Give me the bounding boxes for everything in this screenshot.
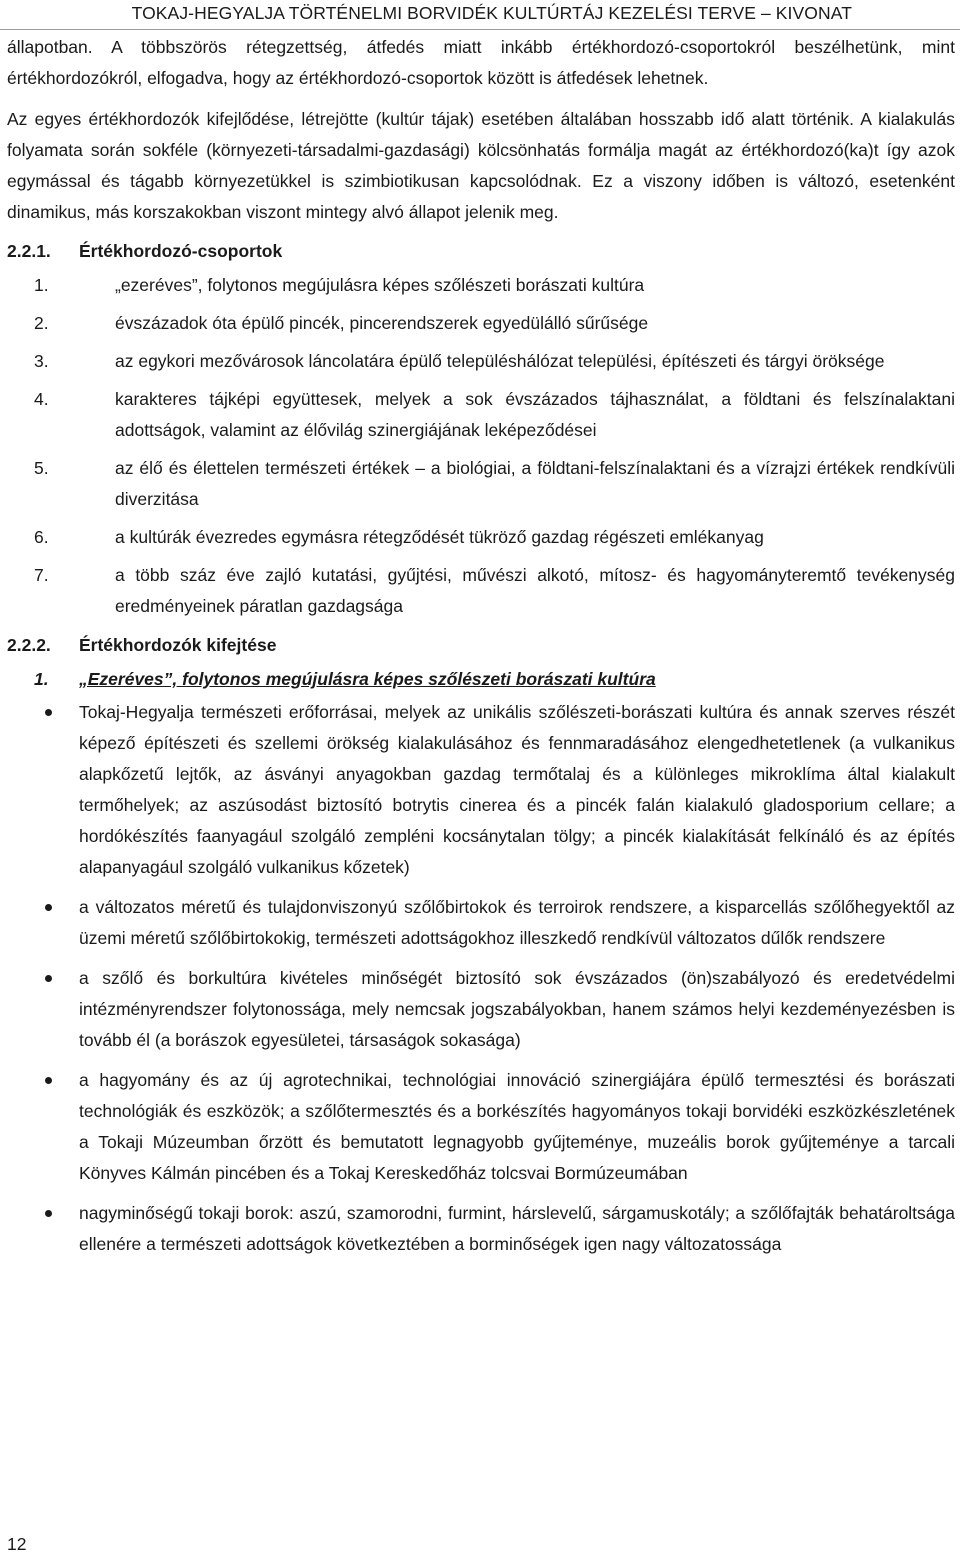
list-item: [7, 522, 955, 553]
section-number: 2.2.1.: [7, 241, 51, 261]
bullet-text: a hagyomány és az új agrotechnikai, technológiai innováció szinergiájára épülő termesztési és borászati technológiák és eszközök; a szőlőtermesztés és a borkészítés hagyományos tokaji borvidéki eszközkészletének a Tokaji Múzeumban őrzött és bemutatott legnagyobb gyűjteménye, muzeális borok gyűjteménye a tarcali Könyves Kálmán pincében és a Tokaj Kereskedőház tolcsvai Bormúzeumában: [79, 1070, 955, 1183]
list-item: [7, 560, 955, 622]
list-item-text: évszázadok óta épülő pincék, pincerendszerek egyedülálló sűrűsége: [115, 313, 649, 333]
list-item-text: a kultúrák évezredes egymásra rétegződését tükröző gazdag régészeti emlékanyag: [115, 527, 764, 547]
list-item-number: 5.: [34, 458, 49, 478]
list-item-text: a több száz éve zajló kutatási, gyűjtési, művészi alkotó, mítosz- és hagyományteremtő tevékenység eredményeinek páratlan gazdagsága: [115, 565, 955, 616]
subheading-text: „Ezeréves”, folytonos megújulásra képes szőlészeti borászati kultúra: [79, 669, 656, 689]
list-item-number: 2.: [34, 313, 49, 333]
intro-paragraph-1: állapotban. A többszörös rétegzettség, átfedés miatt inkább értékhordozó-csoportokról beszélhetünk, mint értékhordozókról, elfogadva, hogy az értékhordozó-csoportok között is átfedések lehetnek.: [7, 37, 955, 88]
list-item-number: 6.: [34, 527, 49, 547]
bullet-text: a szőlő és borkultúra kivételes minőségét biztosító sok évszázados (ön)szabályozó és eredetvédelmi intézményrendszer folytonossága, mely nemcsak jogszabályokban, hanem számos helyi kezdeményezésben is tovább él (a borászok egyesületei, társaságok sokasága): [79, 968, 955, 1050]
bullet-item: [7, 1198, 955, 1260]
subheading: [7, 664, 955, 695]
bullet-icon: [45, 1210, 52, 1217]
header-rule: [0, 29, 960, 30]
section-heading-2-2-2: [7, 630, 955, 661]
list-item: [7, 308, 955, 339]
value-group-list: [7, 270, 955, 622]
section-title: Értékhordozó-csoportok: [79, 241, 283, 261]
bullet-list: [7, 697, 955, 1260]
list-item: [7, 270, 955, 301]
list-item-number: 4.: [34, 389, 49, 409]
bullet-icon: [45, 709, 52, 716]
list-item-number: 3.: [34, 351, 49, 371]
bullet-item: [7, 963, 955, 1056]
bullet-text: a változatos méretű és tulajdonviszonyú szőlőbirtokok és terroirok rendszere, a kisparcellás szőlőhegyektől az üzemi méretű szőlőbirtokokig, természeti adottságokhoz illeszkedő rendkívül változatos dűlők rendszere: [79, 897, 955, 948]
list-item-text: az élő és élettelen természeti értékek – a biológiai, a földtani-felszínalaktani és a vízrajzi értékek rendkívüli diverzitása: [115, 458, 955, 509]
intro-paragraph-2: Az egyes értékhordozók kifejlődése, létrejötte (kultúr tájak) esetében általában hosszabb idő alatt történik. A kialakulás folyamata során sokféle (környezeti-társadalmi-gazdasági) kölcsönhatás formálja magát az értékhordozó(ka)t így azok egymással és tágabb környezetükkel is szimbiotikusan kapcsolódnak. Ez a viszony időben is változó, esetenként dinamikus, más korszakokban viszont mintegy alvó állapot jelenik meg.: [7, 109, 955, 222]
list-item-number: 7.: [34, 565, 49, 585]
subheading-number: 1.: [34, 669, 49, 689]
section-number: 2.2.2.: [7, 635, 51, 655]
bullet-text: Tokaj-Hegyalja természeti erőforrásai, melyek az unikális szőlészeti-borászati kultúra és annak szerves részét képező építészeti és szellemi örökség kialakulásához és fennmaradásához elengedhetetlenek (a vulkanikus alapkőzetű lejtők, az ásványi anyagokban gazdag termőtalaj és a különleges mikroklíma által kialakult termőhelyek; az aszúsodást biztosító botrytis cinerea és a pincék falán kialakuló gladosporium cellare; a hordókészítés faanyagául szolgáló zempléni kocsánytalan tölgy; a pincék kialakítását felkínáló és az építés alapanyagául szolgáló vulkanikus kőzetek): [79, 702, 955, 877]
section-title: Értékhordozók kifejtése: [79, 635, 277, 655]
bullet-icon: [45, 1077, 52, 1084]
section-heading-2-2-1: [7, 236, 955, 267]
running-header: TOKAJ-HEGYALJA TÖRTÉNELMI BORVIDÉK KULTÚRTÁJ KEZELÉSI TERVE – KIVONAT: [131, 3, 852, 23]
bullet-icon: [45, 904, 52, 911]
bullet-item: [7, 697, 955, 883]
bullet-icon: [45, 975, 52, 982]
list-item-text: „ezeréves”, folytonos megújulásra képes szőlészeti borászati kultúra: [115, 275, 645, 295]
page-content: [7, 32, 955, 1269]
page-number: 12: [7, 1534, 27, 1554]
bullet-item: [7, 892, 955, 954]
bullet-text: nagyminőségű tokaji borok: aszú, szamorodni, furmint, hárslevelű, sárgamuskotály; a szőlőfajták behatároltsága ellenére a természeti adottságok következtében a borminőségek igen nagy változatossága: [79, 1203, 955, 1254]
list-item-number: 1.: [34, 275, 49, 295]
list-item-text: karakteres tájképi együttesek, melyek a sok évszázados tájhasználat, a földtani és felszínalaktani adottságok, valamint az élővilág szinergiájának leképeződései: [115, 389, 955, 440]
bullet-item: [7, 1065, 955, 1189]
list-item: [7, 453, 955, 515]
list-item: [7, 346, 955, 377]
list-item: [7, 384, 955, 446]
list-item-text: az egykori mezővárosok láncolatára épülő településhálózat települési, építészeti és tárgyi öröksége: [115, 351, 885, 371]
